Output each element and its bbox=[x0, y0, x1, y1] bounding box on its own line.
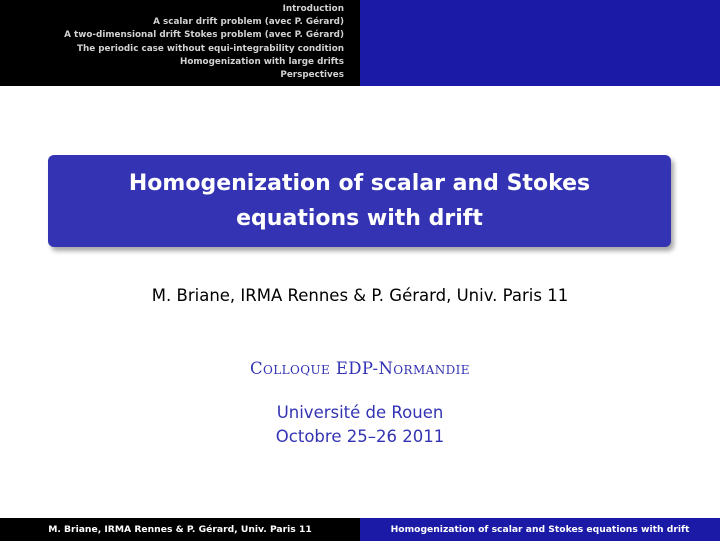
footer-short-title: Homogenization of scalar and Stokes equations with drift bbox=[360, 518, 720, 541]
nav-section-scalar-drift[interactable]: A scalar drift problem (avec P. Gérard) bbox=[153, 17, 344, 28]
nav-section-large-drifts[interactable]: Homogenization with large drifts bbox=[179, 56, 344, 67]
title-line-1: Homogenization of scalar and Stokes bbox=[128, 171, 591, 196]
date-block bbox=[0, 401, 720, 449]
presentation-title bbox=[80, 166, 640, 236]
section-navigation bbox=[0, 0, 360, 86]
headline-bar bbox=[0, 0, 720, 86]
footline-bar bbox=[0, 518, 720, 541]
title-box bbox=[48, 155, 671, 247]
title-line-2: equations with drift bbox=[236, 206, 483, 231]
footer-authors: M. Briane, IRMA Rennes & P. Gérard, Univ. Paris 11 bbox=[0, 518, 360, 541]
venue-line: Université de Rouen bbox=[276, 403, 444, 422]
section-list bbox=[4, 3, 344, 82]
author-line: M. Briane, IRMA Rennes & P. Gérard, Univ. Paris 11 bbox=[151, 286, 569, 305]
nav-section-periodic-case[interactable]: The periodic case without equi-integrability condition bbox=[76, 43, 344, 54]
nav-section-stokes-drift[interactable]: A two-dimensional drift Stokes problem (avec P. Gérard) bbox=[64, 30, 344, 41]
nav-section-introduction[interactable]: Introduction bbox=[282, 4, 344, 14]
headline-right-panel bbox=[360, 0, 720, 86]
institute-line: Colloque EDP-Normandie bbox=[250, 359, 470, 378]
date-line: Octobre 25–26 2011 bbox=[275, 427, 445, 446]
nav-section-perspectives[interactable]: Perspectives bbox=[280, 70, 344, 81]
